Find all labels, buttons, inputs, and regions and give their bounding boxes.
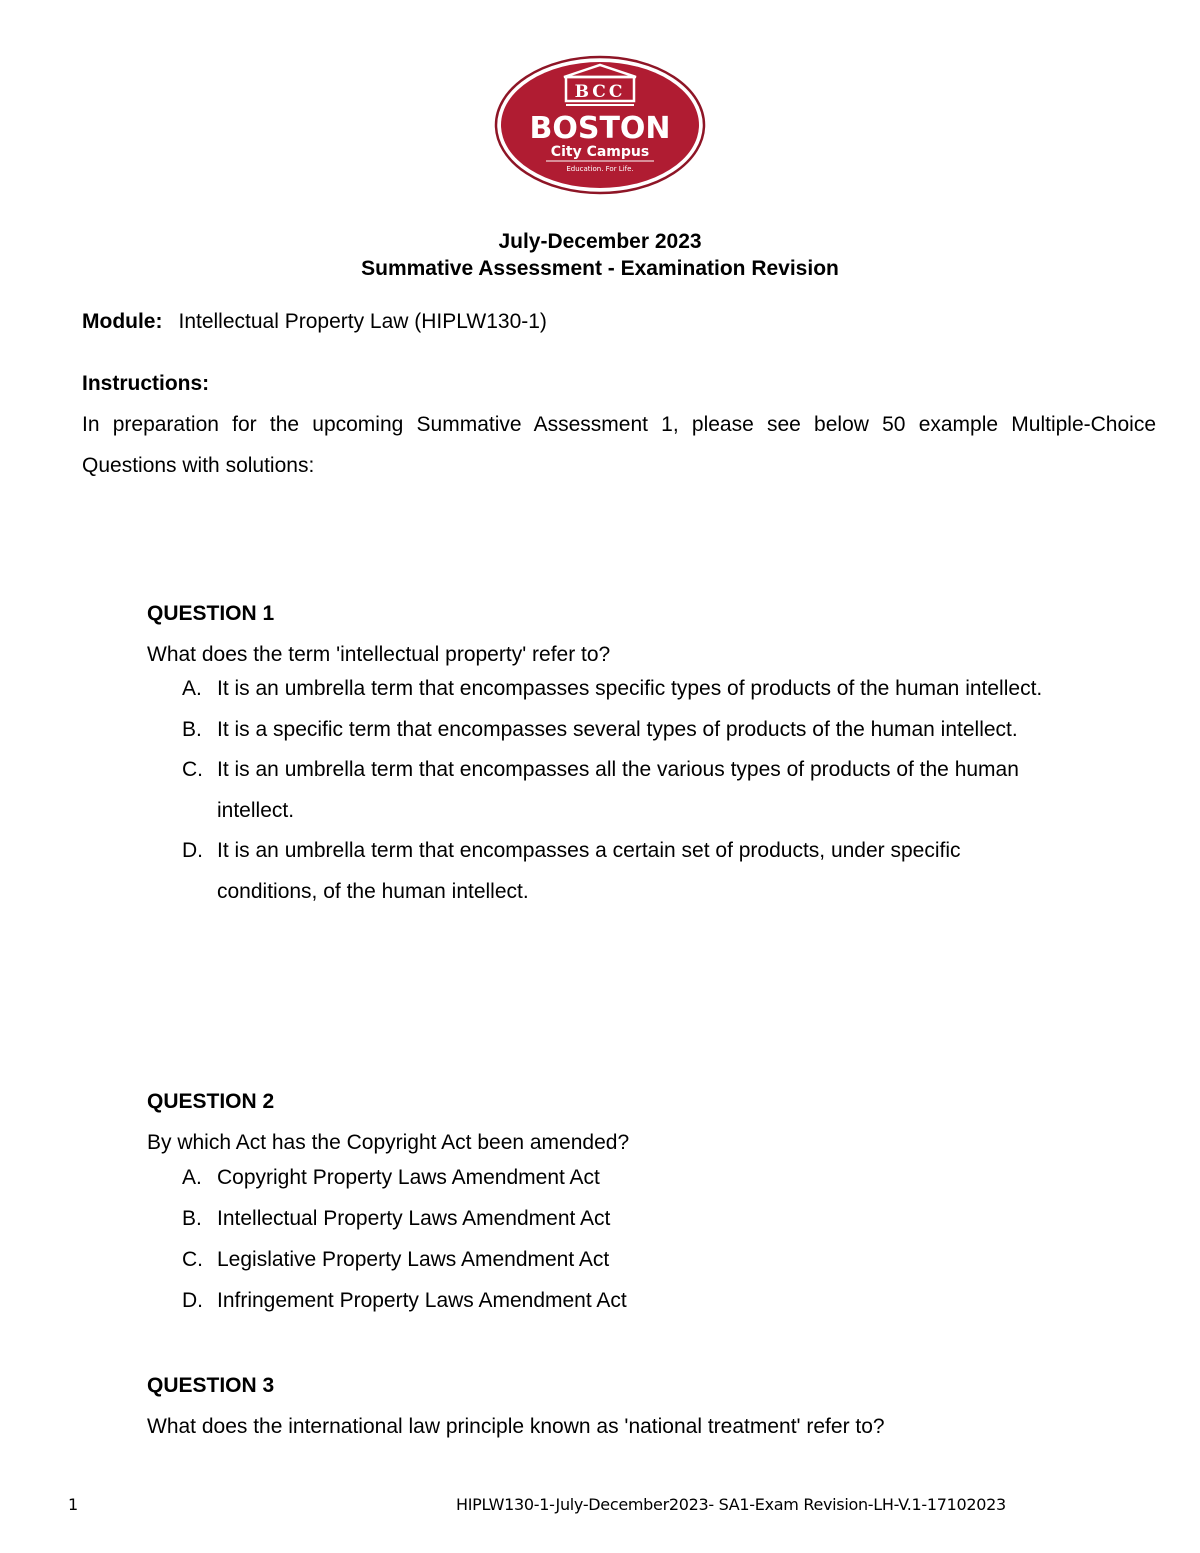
question-text: By which Act has the Copyright Act been amended? xyxy=(147,1131,630,1154)
logo-monogram: BCC xyxy=(574,82,626,102)
instructions-text: In preparation for the upcoming Summative Assessment 1, please see below 50 example Multiple-Choice Questions with solutions: xyxy=(82,413,1156,477)
option-b xyxy=(147,710,1047,751)
option-text: Legislative Property Laws Amendment Act xyxy=(217,1248,610,1271)
option-list xyxy=(147,669,1047,912)
question-3 xyxy=(147,1372,1047,1441)
option-letter: C. xyxy=(182,758,203,781)
footer-document-ref: HIPLW130-1-July-December2023- SA1-Exam Revision-LH-V.1-17102023 xyxy=(456,1495,1006,1514)
question-text: What does the term 'intellectual property' refer to? xyxy=(147,643,611,666)
option-text: It is an umbrella term that encompasses all the various types of products of the human intellect. xyxy=(217,758,1019,822)
option-letter: B. xyxy=(182,1207,202,1230)
option-letter: A. xyxy=(182,1166,202,1189)
question-2 xyxy=(147,1088,1047,1321)
option-c xyxy=(147,1239,1047,1280)
option-d xyxy=(147,1280,1047,1321)
option-b xyxy=(147,1198,1047,1239)
question-title: QUESTION 1 xyxy=(147,602,275,625)
logo-subtitle: City Campus xyxy=(550,144,650,160)
question-title: QUESTION 2 xyxy=(147,1090,275,1113)
boston-city-campus-logo xyxy=(494,55,706,195)
option-c xyxy=(147,750,1047,831)
option-text: It is an umbrella term that encompasses specific types of products of the human intellect. xyxy=(217,677,1043,700)
module-label: Module: xyxy=(82,310,163,333)
option-letter: D. xyxy=(182,839,203,862)
option-a xyxy=(147,1157,1047,1198)
option-d xyxy=(147,831,1047,912)
module-line xyxy=(82,308,547,336)
option-text: It is a specific term that encompasses several types of products of the human intellect. xyxy=(217,717,1018,741)
question-text: What does the international law principle known as 'national treatment' refer to? xyxy=(147,1415,885,1438)
header-title: Summative Assessment - Examination Revision xyxy=(361,257,839,280)
option-letter: A. xyxy=(182,677,202,700)
option-letter: C. xyxy=(182,1248,203,1271)
module-value: Intellectual Property Law (HIPLW130-1) xyxy=(178,310,547,333)
header-period: July-December 2023 xyxy=(498,230,702,253)
question-1 xyxy=(147,600,1047,912)
option-text: Copyright Property Laws Amendment Act xyxy=(217,1166,600,1189)
logo-name: BOSTON xyxy=(529,111,671,146)
instructions-label: Instructions: xyxy=(82,372,210,395)
option-a xyxy=(147,669,1047,710)
option-letter: B. xyxy=(182,717,202,741)
option-list xyxy=(147,1157,1047,1321)
option-letter: D. xyxy=(182,1289,203,1312)
question-title: QUESTION 3 xyxy=(147,1374,275,1397)
footer-page-number: 1 xyxy=(68,1495,79,1514)
option-text: Infringement Property Laws Amendment Act xyxy=(217,1289,627,1312)
option-text: It is an umbrella term that encompasses a certain set of products, under specific conditions, of the human intellect. xyxy=(217,839,961,903)
option-text: Intellectual Property Laws Amendment Act xyxy=(217,1207,611,1230)
logo-tagline: Education. For Life. xyxy=(566,165,634,173)
